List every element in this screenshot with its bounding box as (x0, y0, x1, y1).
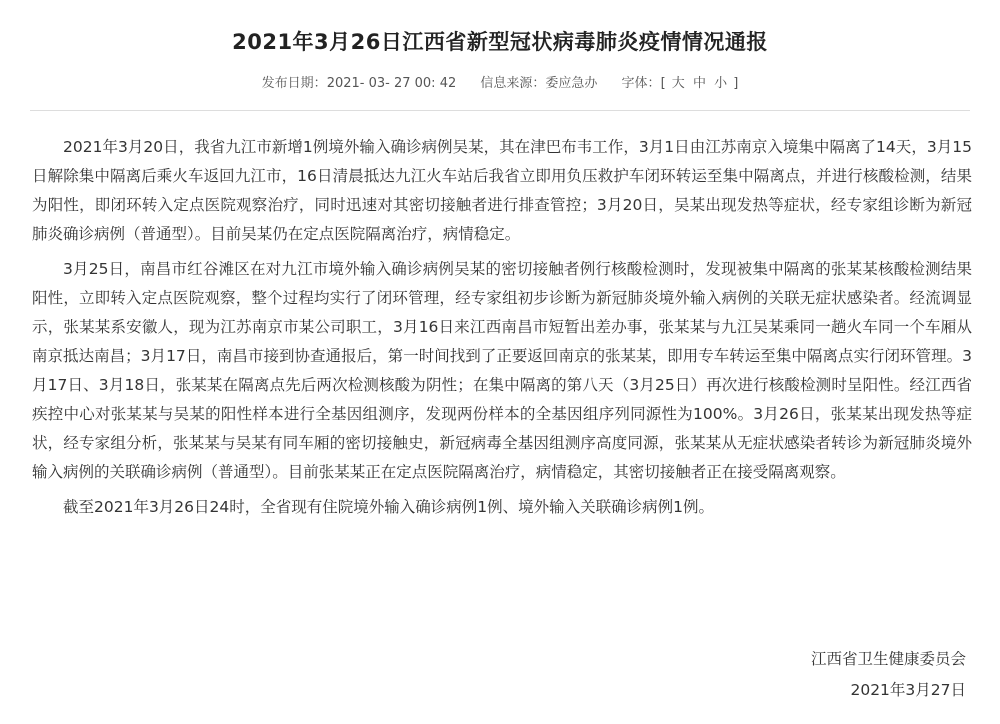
font-bracket-open: [ (660, 76, 666, 91)
signature-block (811, 644, 966, 706)
font-size-large-button[interactable]: 大 (671, 76, 685, 91)
font-size-medium-button[interactable]: 中 (692, 76, 706, 91)
signature-date: 2021年3月27日 (850, 681, 966, 699)
font-size-switcher (622, 72, 739, 91)
font-size-small-button[interactable]: 小 (714, 76, 728, 91)
article-meta (0, 72, 1000, 91)
publish-date-label: 发布日期： (261, 76, 327, 91)
source-info (480, 72, 597, 91)
paragraph: 2021年3月20日，我省九江市新增1例境外输入确诊病例吴某，其在津巴布韦工作，3月1日由江苏南京入境集中隔离了14天，3月15日解除集中隔离后乘火车返回九江市，16日清晨抵达九江火车站后我省立即用负压救护车闭环转运至集中隔离点，并进行核酸检测，结果为阳性，即闭环转入定点医院观察治疗，同时迅速对其密切接触者进行排查管控；3月20日，吴某出现发热等症状，经专家组诊断为新冠肺炎确诊病例（普通型）。目前吴某仍在定点医院隔离治疗，病情稳定。 (32, 138, 972, 243)
source-label: 信息来源： (480, 76, 546, 91)
article-body (32, 133, 972, 528)
publish-date-value: 2021- 03- 27 00: 42 (326, 76, 457, 91)
font-bracket-close: ] (733, 76, 739, 91)
paragraph: 3月25日，南昌市红谷滩区在对九江市境外输入确诊病例吴某的密切接触者例行核酸检测时，发现被集中隔离的张某某核酸检测结果阳性，立即转入定点医院观察，整个过程均实行了闭环管理，经专家组初步诊断为新冠肺炎境外输入病例的关联无症状感染者。经流调显示，张某某系安徽人，现为江苏南京市某公司职工，3月16日来江西南昌市短暂出差办事，张某某与九江吴某乘同一趟火车同一个车厢从南京抵达南昌；3月17日，南昌市接到协查通报后，第一时间找到了正要返回南京的张某某，即用专车转运至集中隔离点实行闭环管理。3月17日、3月18日，张某某在隔离点先后两次检测核酸为阴性；在集中隔离的第八天（3月25日）再次进行核酸检测时呈阳性。经江西省疾控中心对张某某与吴某的阳性样本进行全基因组测序，发现两份样本的全基因组序列同源性为100%。3月26日，张某某出现发热等症状，经专家组分析，张某某与吴某有同车厢的密切接触史，新冠病毒全基因组测序高度同源，张某某从无症状感染者转诊为新冠肺炎境外输入病例的关联确诊病例（普通型）。目前张某某正在定点医院隔离治疗，病情稳定，其密切接触者正在接受隔离观察。 (32, 260, 972, 481)
paragraph: 截至2021年3月26日24时，全省现有住院境外输入确诊病例1例、境外输入关联确诊病例1例。 (63, 498, 714, 516)
article-title: 2021年3月26日江西省新型冠状病毒肺炎疫情情况通报 (232, 30, 768, 54)
publish-date-info (262, 72, 457, 91)
signature-org: 江西省卫生健康委员会 (810, 650, 966, 668)
header-divider (30, 110, 970, 111)
source-value: 委应急办 (545, 76, 598, 91)
font-size-label: 字体： (621, 76, 661, 91)
